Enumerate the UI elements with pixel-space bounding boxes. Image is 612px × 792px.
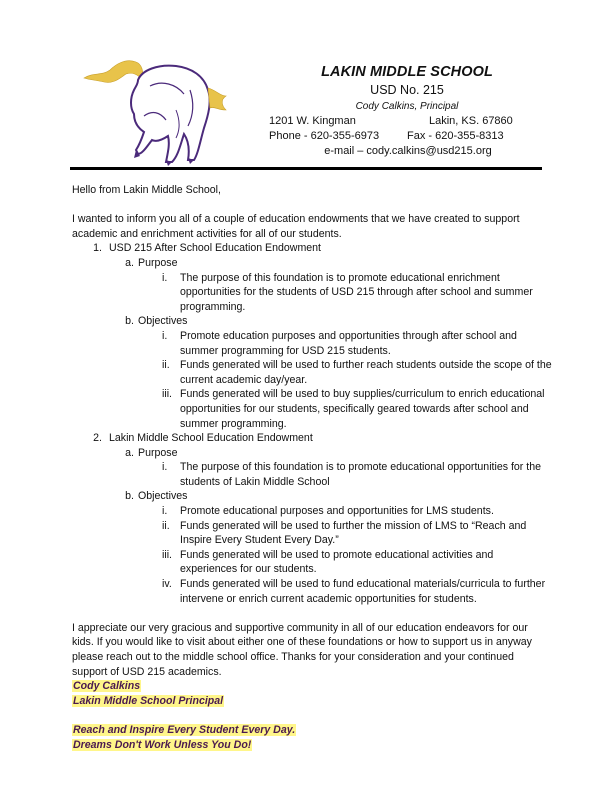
list-item: iii. Funds generated will be used to buy supplies/curriculum to enrich educational opportunities for our students, specifically geared towards after school and summer programming. (162, 388, 545, 430)
city-state-zip: Lakin, KS. 67860 (429, 115, 513, 127)
letterhead (262, 62, 552, 159)
endowment-title: USD 215 After School Education Endowment (109, 242, 321, 255)
principal-line: Cody Calkins, Principal (355, 101, 459, 112)
endowment-item: 1. USD 215 After School Education Endowment (72, 241, 552, 256)
list-item: ii. Funds generated will be used to further reach students outside the scope of the current academic day/year. (162, 359, 552, 386)
phone-fax-row (262, 129, 552, 144)
section-heading: a. Purpose (125, 256, 178, 269)
endowment-item: 2. Lakin Middle School Education Endowment (72, 431, 552, 446)
address-row (262, 114, 552, 129)
section-heading: b. Objectives (125, 490, 188, 503)
phone-number: Phone - 620-355-6973 (269, 130, 380, 142)
signature-name: Cody Calkins (73, 680, 141, 693)
list-item: i. Promote educational purposes and opportunities for LMS students. (162, 505, 494, 518)
list-item: i. The purpose of this foundation is to promote educational opportunities for the students of Lakin Middle School (162, 461, 542, 488)
header-divider (70, 167, 542, 170)
list-item: i. The purpose of this foundation is to promote educational enrichment opportunities for the students of USD 215 through after school and summer programming. (162, 271, 533, 313)
letter-body (72, 183, 552, 752)
intro-paragraph: I wanted to inform you all of a couple of education endowments that we have created to support academic and enrichment activities for all of our students. (72, 213, 520, 240)
closing-paragraph: I appreciate our very gracious and supportive community in all of our education endeavors for our kids. If you would like to visit about either one of these foundations or how to support us in anyway please reach out to the middle school office. Thanks for your consideration and your continued support of USD 215 academics. (72, 621, 532, 678)
list-item: ii. Funds generated will be used to further the mission of LMS to “Reach and Inspire Every Student Every Day.” (162, 519, 527, 547)
section-heading: b. Objectives (125, 315, 188, 328)
signature-title: Lakin Middle School Principal (73, 694, 224, 707)
greeting: Hello from Lakin Middle School, (72, 184, 221, 196)
list-item: iii. Funds generated will be used to promote educational activities and experiences for our students. (162, 548, 494, 576)
email-address: e-mail – cody.calkins@usd215.org (324, 145, 492, 157)
list-item: iv. Funds generated will be used to fund educational materials/curricula to further intervene or enrich current academic opportunities for students. (162, 578, 546, 605)
signature-block (72, 679, 552, 752)
street-address: 1201 W. Kingman (269, 115, 356, 127)
school-name: LAKIN MIDDLE SCHOOL (321, 64, 493, 80)
list-item: i. Promote education purposes and opportunities through after school and summer programming for USD 215 students. (162, 329, 517, 357)
fax-number: Fax - 620-355-8313 (407, 130, 504, 142)
mustang-logo-icon (80, 50, 230, 168)
endowment-title: Lakin Middle School Education Endowment (109, 432, 313, 445)
section-heading: a. Purpose (125, 446, 178, 459)
motto-line-2: Dreams Don't Work Unless You Do! (73, 738, 252, 751)
district-name: USD No. 215 (370, 83, 444, 97)
motto-line-1: Reach and Inspire Every Student Every Day. (73, 723, 296, 736)
